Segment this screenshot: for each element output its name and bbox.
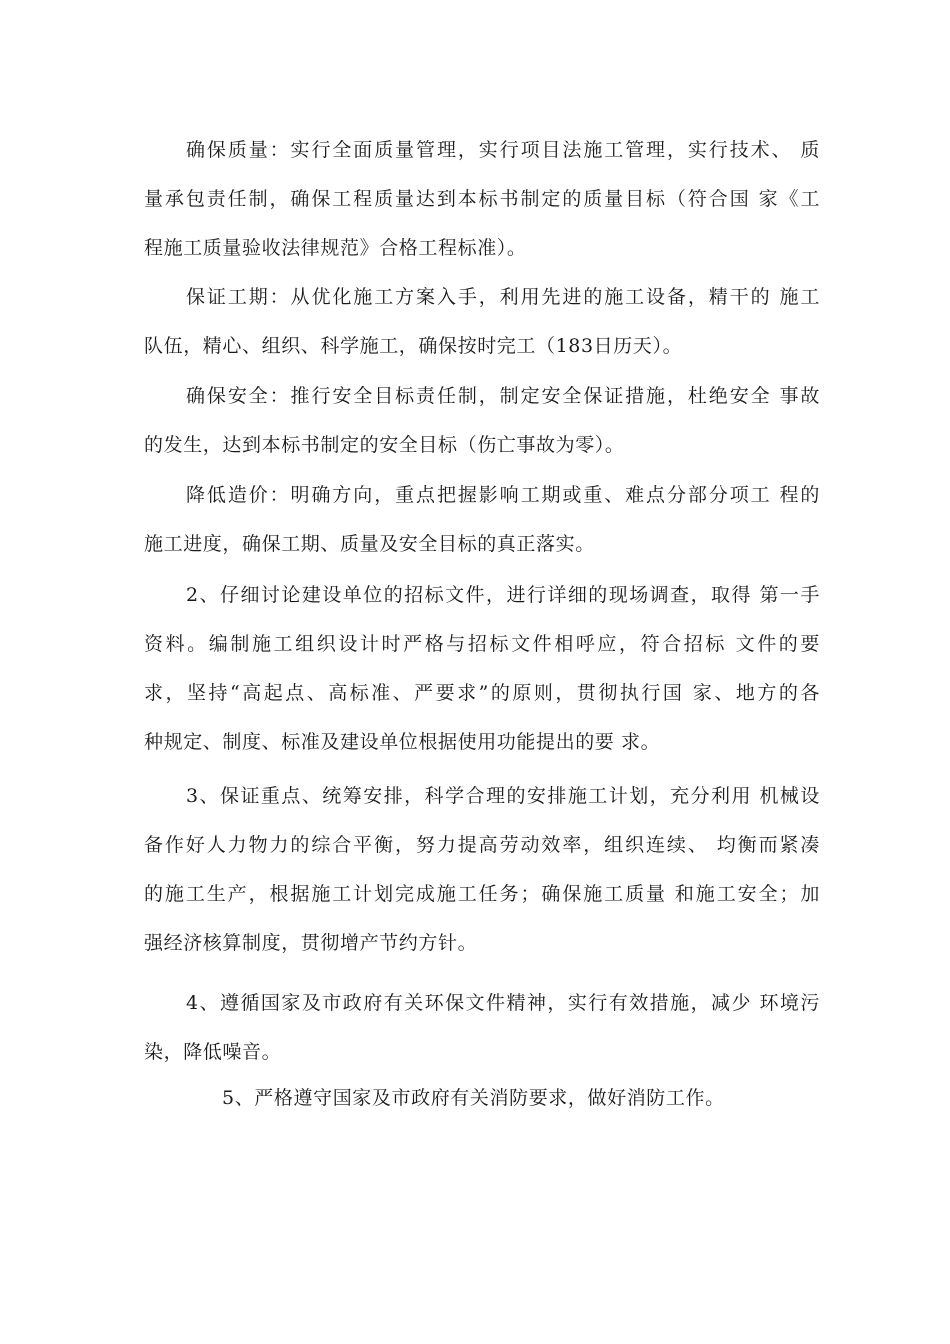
text-line: 5、严格遵守国家及市政府有关消防要求，做好消防工作。 bbox=[222, 1087, 725, 1109]
text-line: 备作好人力物力的综合平衡，努力提高劳动效率，组织连续、 均衡而紧凑 bbox=[144, 834, 820, 856]
paragraph-cost bbox=[144, 471, 820, 569]
text-line: 确保安全：推行安全目标责任制，制定安全保证措施，杜绝安全 事故 bbox=[186, 385, 820, 407]
text-line: 降低造价：明确方向，重点把握影响工期或重、难点分部分项工 程的 bbox=[186, 484, 820, 506]
text-line: 4、遵循国家及市政府有关环保文件精神，实行有效措施，减少 环境污 bbox=[186, 992, 820, 1014]
paragraph-item-4 bbox=[144, 979, 820, 1077]
text-line: 种规定、制度、标准及建设单位根据使用功能提出的要 求。 bbox=[144, 731, 661, 753]
paragraph-quality bbox=[144, 126, 820, 273]
text-line: 求，坚持“高起点、高标准、严要求”的原则，贯彻执行国 家、地方的各 bbox=[144, 682, 820, 704]
text-line: 2、仔细讨论建设单位的招标文件，进行详细的现场调查，取得 第一手 bbox=[186, 584, 820, 606]
paragraph-item-2 bbox=[144, 571, 820, 767]
text-line: 的施工生产，根据施工计划完成施工任务；确保施工质量 和施工安全；加 bbox=[144, 883, 820, 905]
text-line: 施工进度，确保工期、质量及安全目标的真正落实。 bbox=[144, 533, 595, 555]
paragraph-safety bbox=[144, 372, 820, 470]
text-line: 3、保证重点、统筹安排，科学合理的安排施工计划，充分利用 机械设 bbox=[186, 785, 820, 807]
text-line: 保证工期：从优化施工方案入手，利用先进的施工设备，精干的 施工 bbox=[186, 286, 820, 308]
text-line: 染，降低噪音。 bbox=[144, 1041, 282, 1063]
paragraph-schedule bbox=[144, 273, 820, 371]
text-line: 队伍，精心、组织、科学施工，确保按时完工（183日历天）。 bbox=[144, 335, 683, 357]
text-line: 强经济核算制度，贯彻增产节约方针。 bbox=[144, 932, 478, 954]
text-line: 程施工质量验收法律规范》合格工程标准）。 bbox=[144, 237, 527, 259]
paragraph-item-3 bbox=[144, 772, 820, 968]
text-line: 量承包责任制，确保工程质量达到本标书制定的质量目标（符合国 家《工 bbox=[144, 188, 820, 210]
paragraph-item-5 bbox=[144, 1074, 820, 1123]
text-line: 确保质量：实行全面质量管理，实行项目法施工管理，实行技术、 质 bbox=[186, 139, 820, 161]
text-line: 资料。编制施工组织设计时严格与招标文件相呼应，符合招标 文件的要 bbox=[144, 633, 820, 655]
text-line: 的发生，达到本标书制定的安全目标（伤亡事故为零）。 bbox=[144, 434, 625, 456]
